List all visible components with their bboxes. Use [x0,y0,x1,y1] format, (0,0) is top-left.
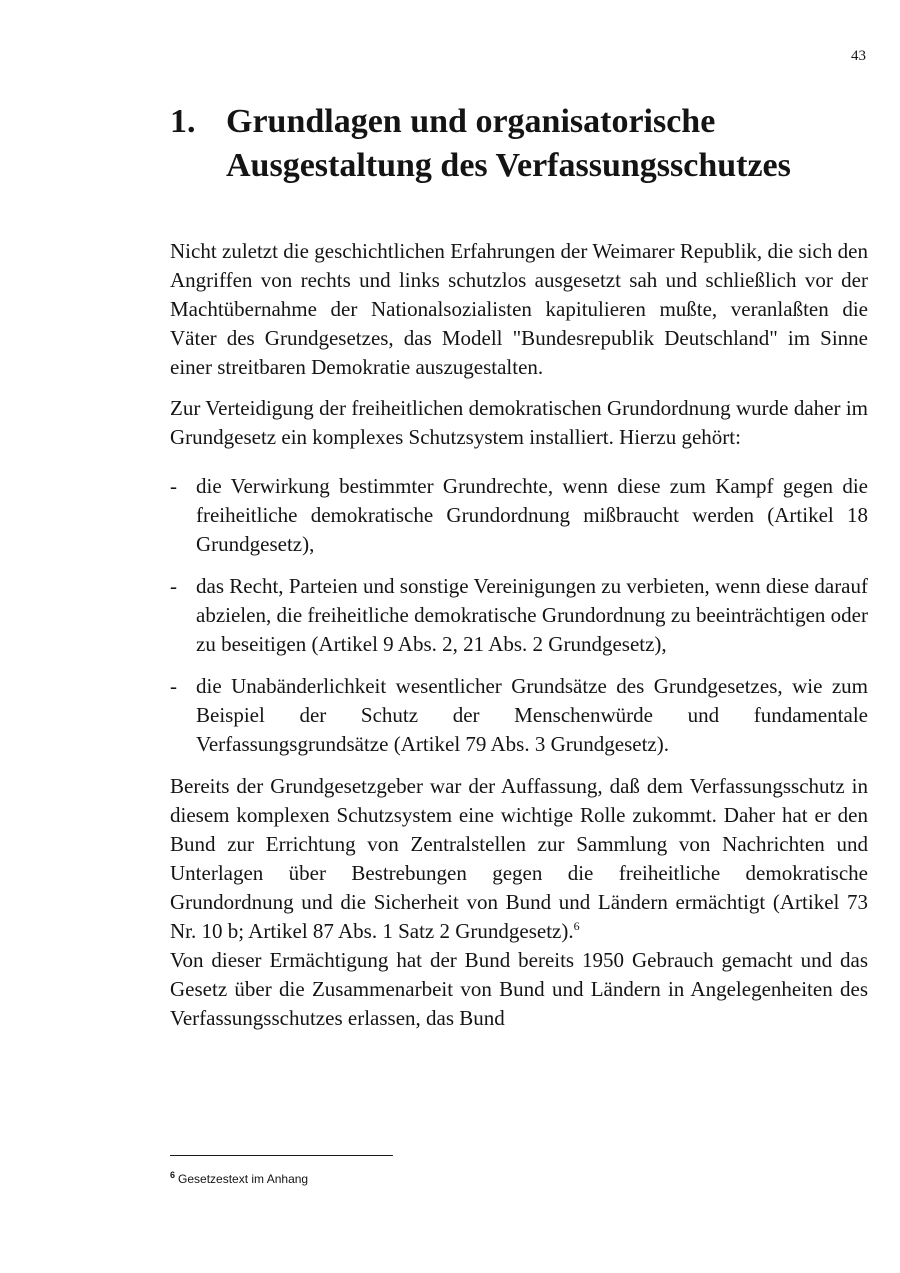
list-item [170,472,868,559]
list-dash: - [170,674,177,698]
chapter-heading [170,100,860,188]
list-item-text: das Recht, Parteien und sonstige Vereinigungen zu verbieten, wenn diese darauf abzielen, die freiheitliche demokratische Grundordnung zu beeinträchtigen oder zu beseitigen (Artikel 9 Abs. 2, 21 Abs. 2 Grundgesetz), [196,574,868,656]
paragraph-authorization: Von dieser Ermächtigung hat der Bund bereits 1950 Gebrauch gemacht und das Gesetz über die Zusammenarbeit von Bund und Ländern in Angelegenheiten des Verfassungsschutzes erlassen, das Bund [170,948,868,1030]
footnote-text: Gesetzestext im Anhang [178,1172,309,1186]
body-text [170,237,868,1033]
paragraph-protection-system: Zur Verteidigung der freiheitlichen demokratischen Grundordnung wurde daher im Grundgesetz ein komplexes Schutzsystem installiert. Hierzu gehört: [170,396,868,449]
footnote-divider [170,1155,393,1156]
paragraph-federal-role [170,772,868,946]
protection-measures-list [170,472,868,759]
paragraph-intro: Nicht zuletzt die geschichtlichen Erfahrungen der Weimarer Republik, die sich den Angriffen von rechts und links schutzlos ausgesetzt sah und schließlich vor der Machtübernahme der Nationalsozialisten kapitulieren mußte, veranlaßten die Väter des Grundgesetzes, das Modell "Bundesrepublik Deutschland" im Sinne einer streitbaren Demokratie auszugestalten. [170,239,868,379]
list-dash: - [170,474,177,498]
list-item-text: die Verwirkung bestimmter Grundrechte, wenn diese zum Kampf gegen die freiheitliche demokratische Grundordnung mißbraucht werden (Artikel 18 Grundgesetz), [196,474,868,556]
page-number: 43 [851,48,866,64]
footnote-marker: 6 [170,1170,176,1180]
chapter-number: 1. [170,103,196,140]
chapter-title: Grundlagen und organisatorische Ausgestaltung des Verfassungsschutzes [226,103,791,184]
list-item [170,572,868,659]
list-item [170,672,868,759]
footnote-reference[interactable]: 6 [573,919,580,933]
footnote [170,1167,308,1187]
list-item-text: die Unabänderlichkeit wesentlicher Grundsätze des Grundgesetzes, wie zum Beispiel der Schutz der Menschenwürde und fundamentale Verfassungsgrundsätze (Artikel 79 Abs. 3 Grundgesetz). [196,674,868,756]
paragraph-federal-role-text: Bereits der Grundgesetzgeber war der Auffassung, daß dem Verfassungsschutz in diesem komplexen Schutzsystem eine wichtige Rolle zukommt. Daher hat er den Bund zur Errichtung von Zentralstellen zur Sammlung von Nachrichten und Unterlagen über Bestrebungen gegen die freiheitliche demokratische Grundordnung und die Sicherheit von Bund und Ländern ermächtigt (Artikel 73 Nr. 10 b; Artikel 87 Abs. 1 Satz 2 Grundgesetz). [170,774,868,943]
list-dash: - [170,574,177,598]
